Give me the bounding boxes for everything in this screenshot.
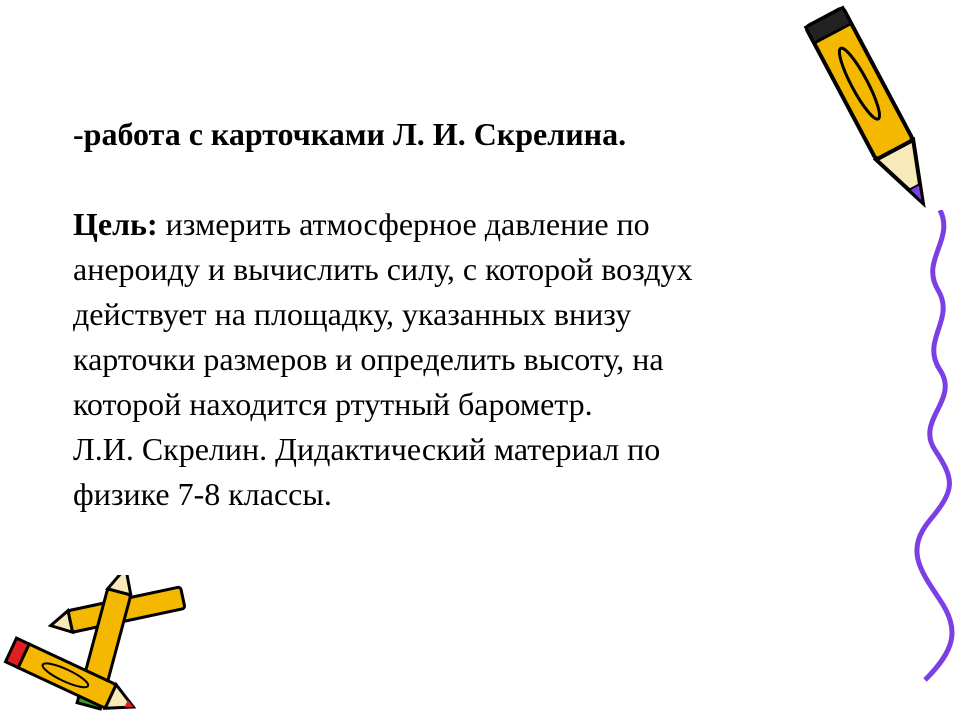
- goal-line: [73, 202, 692, 247]
- slide-heading: -работа с карточками Л. И. Скрелина.: [73, 116, 627, 152]
- slide-text: [73, 112, 692, 517]
- text-line: анероиду и вычислить силу, с которой воздух: [73, 251, 693, 287]
- pencils-icon: [0, 575, 200, 720]
- text-line: Л.И. Скрелин. Дидактический материал по: [73, 431, 661, 467]
- text-line: физике 7-8 классы.: [73, 476, 332, 512]
- text-line: измерить атмосферное давление по: [157, 206, 650, 242]
- text-line: карточки размеров и определить высоту, на: [73, 341, 664, 377]
- text-line: действует на площадку, указанных внизу: [73, 296, 632, 332]
- text-line: которой находится ртутный барометр.: [73, 386, 593, 422]
- goal-label: Цель:: [73, 206, 158, 242]
- pencil-icon: [800, 0, 950, 230]
- wavy-line-decoration: [900, 210, 960, 690]
